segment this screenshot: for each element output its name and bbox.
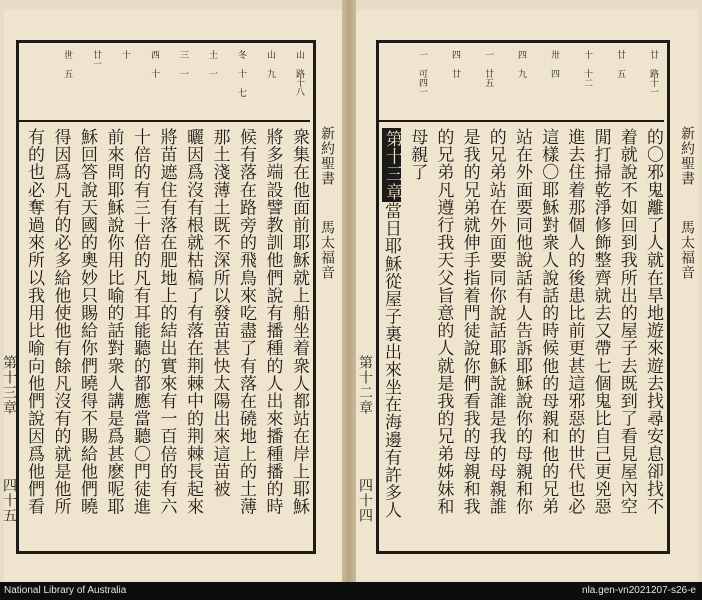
text-column: 前來問耶穌說你用比喻的話對衆人講是爲甚麽呢耶 [103, 128, 124, 516]
footer-call-number: nla.gen-vn2021207-s26-e [582, 585, 696, 596]
cross-reference-note: 冬 十 七 [236, 50, 246, 97]
text-column: 站在外面要同他說話有人告訴耶穌說你的母親和你 [512, 128, 532, 516]
text-column: 有的也必奪過來所以我用比喻向他們說因爲他們看 [24, 128, 44, 516]
left-book-title: 新約聖書 [319, 126, 335, 186]
cross-reference-note: 十 十二 [582, 50, 592, 87]
text-column: 那土淺薄土既不深所以發苗甚快太陽出來這苗被 [209, 128, 230, 498]
book-gutter [342, 0, 356, 582]
text-column: 將苗遮住有落在肥地上的結出實來有一百倍的有六 [156, 128, 177, 516]
text-column: 的兄弟凡遵行我天父旨意的人就是我的兄弟姊妹和 [433, 128, 454, 516]
text-column: 穌回答說天國的奧妙只賜給你們曉得不賜給他們曉 [77, 128, 97, 516]
cross-reference-note: 廿一 [91, 50, 101, 68]
cross-reference-note: 西 十 [149, 50, 159, 78]
text-column: 母親了 [407, 128, 428, 181]
text-column: 的〇邪鬼離了人就在旱地遊來遊去找尋安息卻找不 [643, 128, 663, 516]
right-page-number: 四十四 [357, 478, 373, 523]
left-page [1, 10, 342, 582]
left-gospel-name: 馬太福音 [319, 220, 335, 280]
cross-reference-note: 卅 四 [549, 50, 559, 78]
text-column: 得因爲凡有的必多給他使他有餘凡沒有的就是他所 [50, 128, 71, 516]
cross-reference-note: 三 一 [178, 50, 188, 78]
footer-library-name: National Library of Australia [4, 585, 127, 596]
cross-reference-note: 十 [120, 50, 130, 59]
footer-bar [0, 582, 702, 600]
text-column: 的兄弟站在外面要同你說話耶穌說誰是我的母親誰 [485, 128, 506, 516]
text-column: 曬因爲沒有根就枯槁了有落在荆棘中的荆棘長起來 [183, 128, 203, 516]
right-book-title: 新約聖書 [679, 126, 695, 186]
cross-reference-note: 山 九 [265, 50, 275, 78]
text-column: 將多端設譬教訓他們說有播種的人出來播種播的時 [262, 128, 283, 516]
text-column: 着就說不如回到我所出的屋子去既到了看見屋內空 [616, 128, 637, 516]
cross-reference-note: 廿 五 [615, 50, 625, 78]
cross-reference-note: 四 廿 [450, 50, 460, 78]
chapter-heading: 第十三章 [382, 130, 402, 201]
cross-reference-note: 廿 路十一 [648, 50, 658, 96]
chapter-thirteen-column [382, 128, 401, 519]
text-column: 十倍的有三十倍的凡有耳能聽的都應當聽〇門徒進 [130, 128, 150, 516]
text-column: 進去住着那個人的後患比前更甚這邪惡的世代也必 [564, 128, 585, 516]
right-annotation-rule [376, 120, 664, 122]
cross-reference-note: 山 路十八 [294, 50, 304, 96]
right-gospel-name: 馬太福音 [679, 220, 695, 280]
chapter-opening-text: 當日耶穌從屋子裏出來坐在海邊有許多人 [381, 202, 401, 520]
cross-reference-note: 世 五 [62, 50, 72, 78]
text-column: 候有落在路旁的飛鳥來吃盡了有落在磽地上的土薄 [236, 128, 256, 516]
text-column: 衆集在他面前耶穌就上船坐着衆人都站在岸上耶穌 [289, 128, 309, 516]
text-column: 這樣〇耶穌對衆人說話的時候他的母親和他的兄弟 [538, 128, 559, 516]
left-chapter-label: 第十三章 [1, 355, 17, 415]
right-page [356, 10, 698, 582]
left-page-number: 四十五 [1, 478, 17, 523]
text-column: 閒打掃乾淨修飾整齊就去又帶七個鬼比自己更兇惡 [590, 128, 611, 516]
cross-reference-note: 四 九 [516, 50, 526, 78]
right-chapter-label: 第十二章 [357, 355, 373, 415]
text-column: 是我的兄弟就伸手指着門徒說你們看我的母親和我 [459, 128, 480, 516]
cross-reference-note: 一 可四一 [417, 50, 427, 96]
cross-reference-note: 土 一 [207, 50, 217, 78]
cross-reference-note: 一 廿五 [483, 50, 493, 87]
left-annotation-rule [16, 120, 310, 122]
